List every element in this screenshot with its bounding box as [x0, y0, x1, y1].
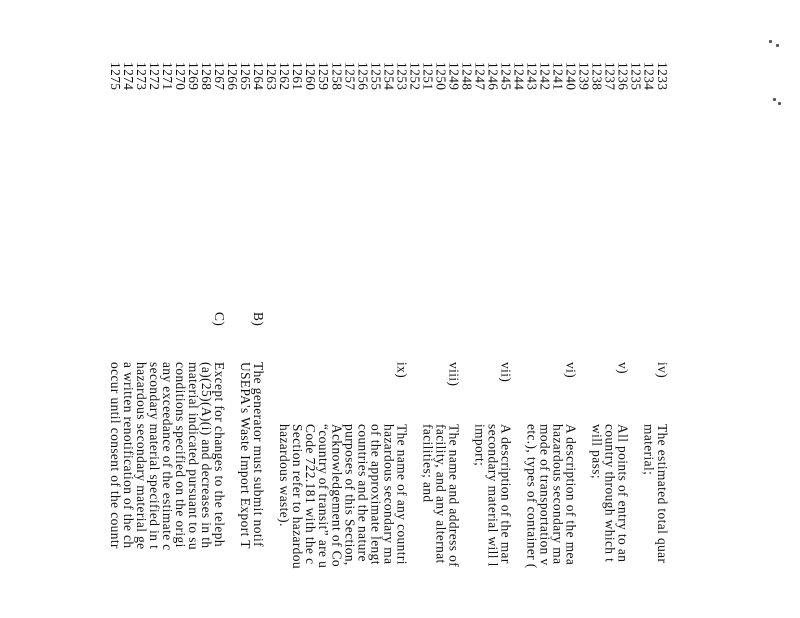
line-number: 1273: [133, 62, 149, 91]
scan-speck: [769, 40, 772, 43]
item-ix-text-line: of the approximate lengt: [368, 424, 384, 565]
line-number: 1234: [641, 62, 657, 91]
line-number: 1270: [173, 62, 188, 91]
line-number: 1261: [290, 62, 306, 91]
section-c-text-line: a written renotification of the ch: [120, 362, 136, 549]
line-number: 1254: [381, 62, 397, 91]
scan-speck: [773, 98, 776, 101]
item-vi-text-line: mode of transportation v: [537, 424, 553, 566]
line-number: 1266: [225, 62, 241, 91]
item-viii-text-line: The name and address of: [446, 424, 462, 568]
item-vi-text-line: etc.), types of container (: [524, 424, 540, 569]
scan-speck: [778, 102, 781, 105]
section-c-text-line: material indicated pursuant to su: [186, 362, 202, 550]
item-marker-v: v): [615, 362, 631, 374]
item-vi-text-line: A description of the mea: [563, 424, 579, 566]
line-number: 1268: [199, 62, 215, 91]
line-number: 1262: [277, 62, 293, 91]
item-v-text-line: country through which t: [602, 424, 618, 563]
item-v-text-line: will pass;: [589, 424, 605, 479]
line-number: 1265: [238, 62, 254, 91]
item-marker-vii: vii): [498, 362, 514, 383]
line-number: 1264: [251, 62, 267, 91]
section-b-text-line: The generator must submit notif: [251, 362, 267, 547]
item-marker-ix: ix): [394, 362, 410, 379]
line-number: 1274: [120, 62, 136, 91]
line-number: 1236: [615, 62, 631, 91]
line-number: 1263: [264, 62, 280, 91]
line-number: 1249: [446, 62, 462, 91]
line-number: 1275: [107, 62, 123, 91]
line-number: 1238: [589, 62, 605, 91]
item-vii-text-line: secondary material will l: [485, 424, 501, 567]
line-number: 1269: [186, 62, 202, 91]
line-number: 1250: [433, 62, 449, 91]
line-number: 1246: [485, 62, 501, 91]
item-iv-text-line: The estimated total quar: [654, 424, 670, 564]
item-ix-text-line: The name of any countri: [394, 424, 410, 565]
line-number: 1259: [316, 62, 332, 91]
section-c-text-line: secondary material specified in t: [146, 362, 162, 550]
item-ix-text-line: “country of transit” are u: [316, 424, 332, 569]
line-number: 1244: [511, 62, 527, 91]
line-number: 1272: [146, 62, 162, 91]
line-number: 1240: [563, 62, 579, 91]
item-vi-text-line: hazardous secondary ma: [550, 424, 566, 565]
line-number: 1247: [472, 62, 488, 91]
item-ix-text-line: Acknowledgement of Co: [329, 424, 345, 568]
section-marker-c: C): [212, 312, 228, 327]
line-number-column: [0, 62, 700, 122]
item-marker-viii: viii): [446, 362, 462, 387]
item-ix-text-line: purposes of this Section,: [342, 424, 358, 566]
line-number: 1257: [342, 62, 358, 91]
line-number: 1271: [159, 62, 175, 91]
item-viii-text-line: facilities; and: [420, 424, 436, 503]
line-number: 1260: [303, 62, 319, 91]
item-ix-text-line: Section refer to hazardou: [290, 424, 306, 569]
section-c-text-line: hazardous secondary material ge: [133, 362, 149, 550]
item-vii-text-line: A description of the mar: [498, 424, 514, 564]
scan-speck: [776, 44, 779, 47]
line-number: 1255: [368, 62, 384, 91]
item-marker-vi: vi): [563, 362, 579, 379]
line-number: 1239: [576, 62, 592, 91]
section-c-text-line: occur until consent of the countr: [107, 362, 123, 549]
line-number: 1245: [498, 62, 514, 91]
item-ix-text-line: hazardous waste).: [277, 424, 293, 527]
line-number: 1237: [602, 62, 618, 91]
line-number: 1256: [355, 62, 371, 91]
line-number: 1243: [524, 62, 540, 91]
item-marker-iv: iv): [654, 362, 670, 379]
line-number: 1248: [459, 62, 475, 91]
line-number: 1258: [329, 62, 345, 91]
item-ix-text-line: countries and the nature: [355, 424, 371, 562]
item-viii-text-line: facility, and any alternat: [433, 424, 449, 564]
line-number: 1251: [420, 62, 436, 91]
item-ix-text-line: hazardous secondary ma: [381, 424, 397, 565]
item-iv-text-line: material;: [641, 424, 657, 476]
document-body: [0, 312, 700, 618]
line-number: 1241: [550, 62, 566, 91]
line-number: 1235: [628, 62, 644, 91]
line-number: 1253: [394, 62, 410, 91]
section-marker-b: B): [251, 312, 267, 327]
item-v-text-line: All points of entry to an: [615, 424, 631, 563]
section-c-text-line: any exceedance of the estimate c: [159, 362, 175, 551]
line-number: 1242: [537, 62, 553, 91]
section-b-text-line: USEPA's Waste Import Export T: [238, 362, 254, 549]
line-number: 1267: [212, 62, 228, 91]
section-c-text-line: (a)(25)(A)(i) and decreases in th: [199, 362, 215, 549]
item-vii-text-line: import;: [472, 424, 488, 467]
line-number: 1252: [407, 62, 423, 91]
line-number: 1233: [654, 62, 670, 91]
item-ix-text-line: Code 722.181 with the c: [303, 424, 319, 565]
section-c-text-line: conditions specified on the origi: [173, 362, 188, 548]
section-c-text-line: Except for changes to the teleph: [212, 362, 228, 547]
